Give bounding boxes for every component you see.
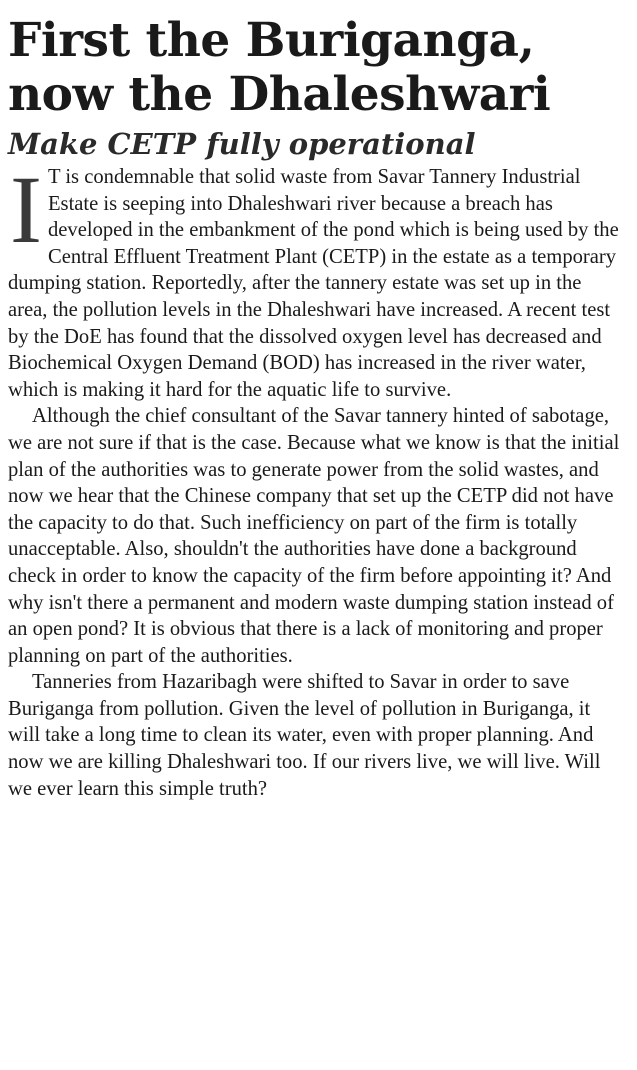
drop-cap: I xyxy=(10,156,42,263)
headline xyxy=(8,14,625,122)
headline-line-2: now the Dhaleshwari xyxy=(8,67,551,122)
paragraph-1-text: T is condemnable that solid waste from Savar Tannery Industrial Estate is seeping into Dhaleshwari river because a breach has developed in the embankment of the pond which is being used by the Central Effluent Treatment Plant (CETP) in the estate as a temporary dumping station. Reportedly, after the tannery estate was set up in the area, the pollution levels in the Dhaleshwari have increased. A recent test by the DoE has found that the dissolved oxygen level has decreased and Biochemical Oxygen Demand (BOD) has increased in the river water, which is making it hard for the aquatic life to survive. xyxy=(8,166,619,401)
article-body xyxy=(8,156,625,802)
paragraph-3: Tanneries from Hazaribagh were shifted to Savar in order to save Buriganga from pollution. Given the level of pollution in Buriganga, it will take a long time to clean its water, even with proper planning. And now we are killing Dhaleshwari too. If our rivers live, we will live. Will we ever learn this simple truth? xyxy=(8,671,601,800)
paragraph-1 xyxy=(8,156,625,403)
headline-line-1: First the Buriganga, xyxy=(8,13,535,68)
paragraph-2: Although the chief consultant of the Savar tannery hinted of sabotage, we are not sure if that is the case. Because what we know is that the initial plan of the authorities was to generate power from the solid wastes, and now we hear that the Chinese company that set up the CETP did not have the capacity to do that. Such inefficiency on part of the firm is totally unacceptable. Also, shouldn't the authorities have done a background check in order to know the capacity of the firm before appointing it? And why isn't there a permanent and modern waste dumping station instead of an open pond? It is obvious that there is a lack of monitoring and proper planning on part of the authorities. xyxy=(8,405,620,667)
subheadline: Make CETP fully operational xyxy=(8,127,476,161)
